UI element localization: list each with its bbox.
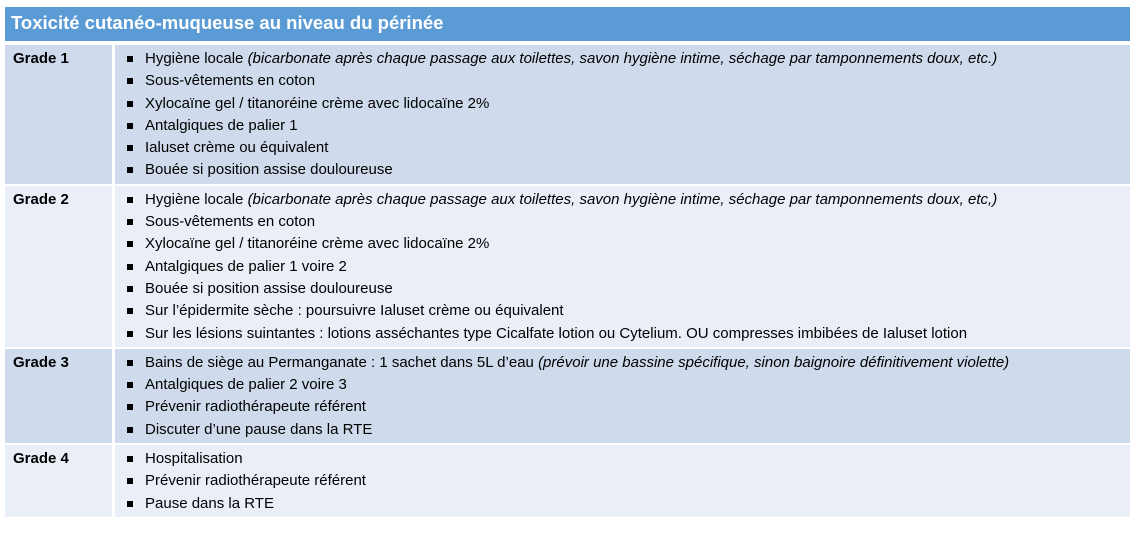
measure-text: Ialuset crème ou équivalent [145,139,329,157]
square-bullet-icon [127,78,133,84]
measure-text: Antalgiques de palier 1 [145,116,298,134]
measure-text: Xylocaïne gel / titanoréine crème avec lidocaïne 2% [145,235,490,253]
measure-text: Sous-vêtements en coton [145,72,316,90]
measure-text: Bouée si position assise douloureuse [145,279,393,297]
measure-text: Sur les lésions suintantes : lotions asséchantes type Cicalfate lotion ou Cytelium. OU compresses imbibées de Ialuset lotion [145,324,968,342]
grade-label: Grade 2 [5,185,112,348]
square-bullet-icon [127,478,133,484]
measure-text: Pause dans la RTE [145,494,274,512]
toxicity-table-container [5,7,1130,517]
grade-row [5,444,1130,517]
square-bullet-icon [127,331,133,337]
measure-text: Antalgiques de palier 2 voire 3 [145,376,347,394]
list-item [115,189,1130,211]
grade-table [5,45,1130,517]
measure-note: (bicarbonate après chaque passage aux toilettes, savon hygiène intime, séchage par tamponnements doux, etc.) [247,50,998,67]
grade-row [5,45,1130,185]
measure-note: (bicarbonate après chaque passage aux toilettes, savon hygiène intime, séchage par tamponnements doux, etc,) [247,190,998,208]
list-item [115,396,1130,418]
square-bullet-icon [127,145,133,151]
measure-list [115,352,1130,441]
measure-list [115,189,1130,345]
square-bullet-icon [127,123,133,129]
grade-table-body [5,45,1130,517]
measure-text: Bains de siège au Permanganate : 1 sachet dans 5L d’eau [145,353,539,371]
square-bullet-icon [127,241,133,247]
list-item [115,233,1130,255]
list-item [115,256,1130,278]
square-bullet-icon [127,308,133,314]
measure-text: Xylocaïne gel / titanoréine crème avec lidocaïne 2% [145,94,490,112]
grade-label: Grade 4 [5,444,112,517]
list-item [115,93,1130,115]
square-bullet-icon [127,427,133,433]
list-item [115,278,1130,300]
list-item [115,419,1130,441]
list-item [115,137,1130,159]
list-item [115,70,1130,92]
list-item [115,323,1130,345]
measure-note: (prévoir une bassine spécifique, sinon baignoire définitivement violette) [538,353,1010,371]
list-item [115,470,1130,492]
square-bullet-icon [127,101,133,107]
measure-text: Antalgiques de palier 1 voire 2 [145,257,347,275]
list-item [115,374,1130,396]
list-item [115,300,1130,322]
grade-measures [115,45,1130,185]
measure-text: Sur l’épidermite sèche : poursuivre Ialuset crème ou équivalent [145,302,564,320]
square-bullet-icon [127,501,133,507]
list-item [115,493,1130,515]
grade-measures [115,185,1130,348]
list-item [115,448,1130,470]
measure-text: Hospitalisation [145,450,243,468]
square-bullet-icon [127,382,133,388]
measure-list [115,448,1130,515]
grade-measures [115,444,1130,517]
list-item [115,115,1130,137]
measure-text: Hygiène locale [145,50,248,67]
grade-row [5,185,1130,348]
square-bullet-icon [127,286,133,292]
measure-text: Prévenir radiothérapeute référent [145,398,366,416]
list-item [115,48,1130,70]
list-item [115,211,1130,233]
list-item [115,352,1130,374]
square-bullet-icon [127,56,133,62]
measure-text: Hygiène locale [145,190,248,208]
grade-label: Grade 3 [5,348,112,444]
grade-row [5,348,1130,444]
table-title: Toxicité cutanéo-muqueuse au niveau du périnée [5,7,1130,41]
measure-text: Bouée si position assise douloureuse [145,161,393,179]
square-bullet-icon [127,360,133,366]
square-bullet-icon [127,167,133,173]
measure-text: Sous-vêtements en coton [145,213,316,231]
square-bullet-icon [127,197,133,203]
grade-label: Grade 1 [5,45,112,185]
list-item [115,159,1130,181]
measure-text: Discuter d’une pause dans la RTE [145,420,373,438]
grade-measures [115,348,1130,444]
square-bullet-icon [127,264,133,270]
measure-text: Prévenir radiothérapeute référent [145,472,366,490]
square-bullet-icon [127,456,133,462]
square-bullet-icon [127,404,133,410]
square-bullet-icon [127,219,133,225]
measure-list [115,48,1130,182]
